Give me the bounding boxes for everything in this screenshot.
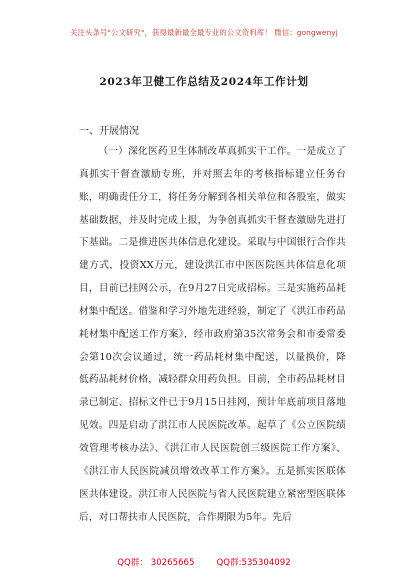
document-title: 2023年卫健工作总结及2024年工作计划	[99, 76, 309, 88]
footer-contact	[0, 556, 408, 568]
section-heading: 一、开展情况	[79, 126, 139, 137]
body-paragraph: （一）深化医药卫生体制改革真抓实干工作。一是成立了真抓实干督查激励专班，并对照去年的考核指标建立任务台账，明确责任分工，将任务分解到各相关单位和各股室，做实基础数据，并及时完成上报，为争创真抓实干督查激励先进打下基础。二是推进医共体信息化建设。采取与中国银行合作共建方式，投资XX万元，建设洪江市中医医院医共体信息化项目，目前已挂网公示，在9月27日完成招标。三是实施药品耗材集中配送。借鉴和学习外地先进经验，制定了《洪江市药品耗材集中配送工作方案》，经市政府第35次常务会和市委常委会第10次会议通过，统一药品耗材集中配送，以量换价，降低药品耗材价格，减轻群众用药负担。目前，全市药品耗材目录已制定、招标文件已于9月15日挂网，预计年底前项目落地见效。四是启动了洪江市人民医院改革。起草了《公立医院绩效管理考核办法》、《洪江市人民医院创三级医院工作方案》、《洪江市人民医院减员增效改革工作方案》。五是抓实医联体医共体建设。洪江市人民医院与省人民医院建立紧密型医联体后，对口帮扶市人民医院，合作期限为5年。先后	[79, 146, 346, 523]
footer-qq-group-1: QQ群： 30265665	[117, 558, 195, 568]
header-promo-note: 关注头条号"公文研究"，获得最新最全最专业的公文资料库！ 微信：gongwenyj	[70, 28, 338, 37]
footer-qq-group-2: QQ群:535304092	[216, 558, 291, 568]
